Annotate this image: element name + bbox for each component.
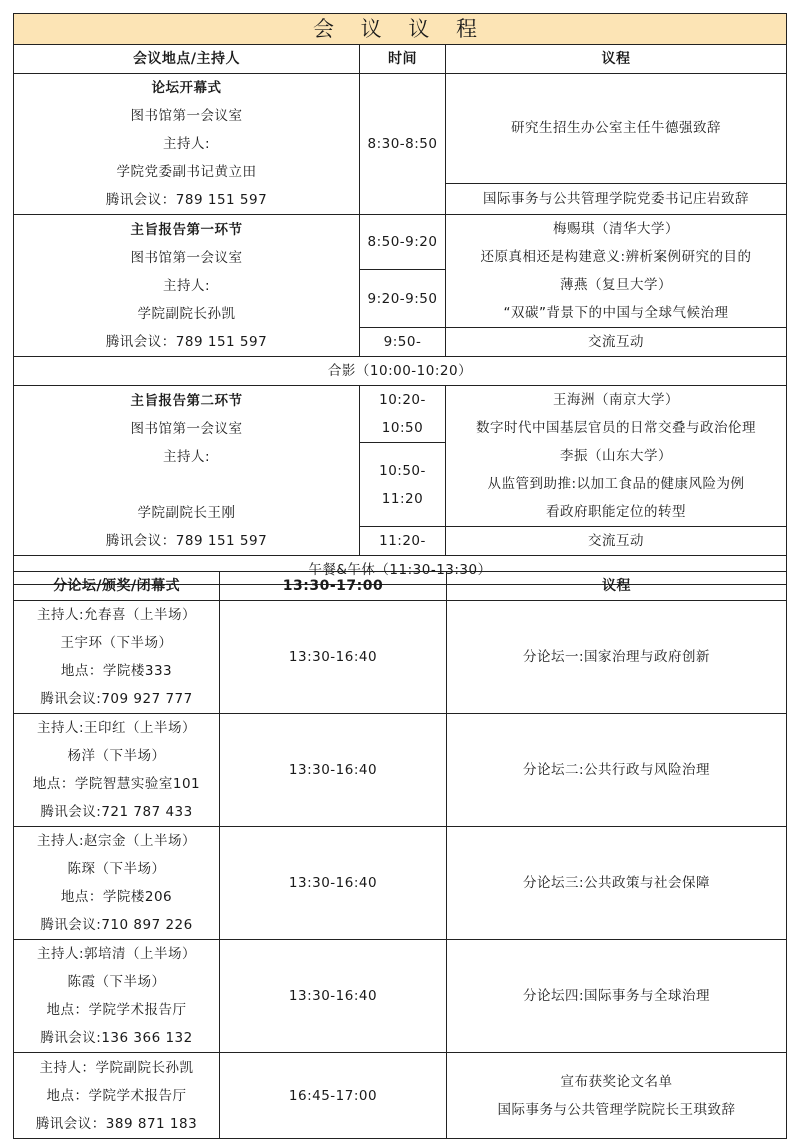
keynote1-time-2: 9:20-9:50: [360, 270, 446, 328]
keynote1-speaker-1: 梅赐琪（清华大学）: [553, 221, 679, 237]
keynote2-room: 图书馆第一会议室: [130, 420, 243, 437]
keynote2-time-2-start: 10:50-: [379, 462, 426, 479]
keynote1-room: 图书馆第一会议室: [130, 249, 243, 266]
agenda-table-morning: [13, 13, 787, 585]
opening-venue-cell: [14, 74, 360, 215]
closing-time: 16:45-17:00: [220, 1053, 447, 1139]
keynote1-topic-1: 还原真相还是构建意义:辨析案例研究的目的: [480, 249, 752, 265]
closing-tencent-meeting: 腾讯会议：389 871 183: [35, 1115, 198, 1132]
column-header-afternoon-time: 13:30-17:00: [220, 572, 447, 601]
forum-3-host-2: 陈琛（下半场）: [67, 861, 166, 877]
forum-4-tencent-meeting: 腾讯会议:136 366 132: [40, 1030, 193, 1046]
closing-agenda: [447, 1053, 787, 1139]
forum-4-location: 地点：学院学术报告厅: [46, 1002, 187, 1018]
opening-agenda-1: 研究生招生办公室主任牛德强致辞: [446, 74, 787, 184]
photo-session: [14, 357, 787, 386]
column-header-agenda: 议程: [446, 45, 787, 74]
forum-1-time: 13:30-16:40: [220, 601, 447, 714]
forum-3-tencent-meeting: 腾讯会议:710 897 226: [40, 917, 193, 933]
keynote2-time-2-end: 11:20: [381, 490, 424, 507]
keynote2-host: 学院副院长王刚: [137, 504, 236, 521]
forum-2-host: 主持人:王印红（上半场）: [36, 720, 197, 736]
opening-session-name: 论坛开幕式: [151, 80, 222, 96]
forum-2-location: 地点：学院智慧实验室101: [32, 776, 201, 792]
keynote1-topic-2: “双碳”背景下的中国与全球气候治理: [503, 305, 729, 321]
opening-tencent-meeting: 腾讯会议：789 151 597: [105, 192, 268, 208]
keynote2-topic-2b: 看政府职能定位的转型: [546, 504, 686, 520]
forum-1-tencent-meeting: 腾讯会议:709 927 777: [40, 691, 193, 707]
opening-host: 学院党委副书记黄立田: [116, 164, 257, 180]
forum-4-agenda: 分论坛四:国际事务与全球治理: [447, 940, 787, 1053]
keynote2-topic-2a: 从监管到助推:以加工食品的健康风险为例: [487, 476, 745, 492]
table-row: [14, 1053, 787, 1139]
keynote2-time-1-end: 10:50: [381, 420, 424, 436]
forum-2-tencent-meeting: 腾讯会议:721 787 433: [40, 804, 193, 820]
forum-3-host: 主持人:赵宗金（上半场）: [36, 833, 197, 849]
keynote2-spacer: [14, 471, 359, 499]
keynote2-time-1-start: 10:20-: [379, 392, 426, 408]
keynote2-topic-1: 数字时代中国基层官员的日常交叠与政治伦理: [476, 420, 756, 436]
agenda-table-afternoon: [13, 571, 787, 1139]
column-header-venue: 会议地点/主持人: [14, 45, 360, 74]
forum-4-host-2: 陈霞（下半场）: [67, 974, 166, 990]
closing-host: 主持人：学院副院长孙凯: [39, 1059, 194, 1076]
keynote2-time-3: 11:20-: [360, 527, 446, 556]
keynote2-tencent-meeting: 腾讯会议：789 151 597: [105, 532, 268, 549]
forum-3-location: 地点：学院楼206: [60, 889, 173, 905]
opening-time: 8:30-8:50: [360, 74, 446, 215]
column-header-time: 时间: [360, 45, 446, 74]
keynote1-host: 学院副院长孙凯: [137, 305, 236, 322]
closing-info: [14, 1053, 220, 1139]
keynote2-time-2: [360, 443, 446, 527]
table-row: [14, 940, 787, 1053]
keynote2-host-label: 主持人:: [162, 448, 211, 465]
keynote2-discussion: 交流互动: [446, 527, 787, 556]
keynote2-speaker-1: 王海洲（南京大学）: [553, 392, 679, 408]
forum-3-agenda: 分论坛三:公共政策与社会保障: [447, 827, 787, 940]
forum-2-agenda: 分论坛二:公共行政与风险治理: [447, 714, 787, 827]
forum-2-host-2: 杨洋（下半场）: [67, 748, 166, 764]
lunch-break-label: 午餐&午休（11:30-13:30）: [308, 562, 492, 578]
keynote1-time-3: 9:50-: [360, 328, 446, 357]
forum-2-time: 13:30-16:40: [220, 714, 447, 827]
keynote2-venue-cell: [14, 386, 360, 556]
forum-1-location: 地点：学院楼333: [60, 663, 173, 679]
table-row: [14, 601, 787, 714]
forum-1-info: [14, 601, 220, 714]
keynote1-talks-cell: [446, 215, 787, 328]
opening-host-label: 主持人:: [162, 136, 211, 152]
keynote1-speaker-2: 薄燕（复旦大学）: [560, 277, 672, 293]
closing-agenda-1: 宣布获奖论文名单: [560, 1073, 673, 1090]
keynote2-session-name: 主旨报告第二环节: [130, 392, 243, 409]
forum-3-time: 13:30-16:40: [220, 827, 447, 940]
keynote1-session-name: 主旨报告第一环节: [130, 221, 243, 238]
opening-room: 图书馆第一会议室: [130, 108, 243, 124]
keynote2-talks-cell: [446, 386, 787, 527]
forum-4-info: [14, 940, 220, 1053]
page-title: 会 议 议 程: [14, 14, 787, 45]
keynote1-tencent-meeting: 腾讯会议：789 151 597: [105, 333, 268, 350]
forum-4-host: 主持人:郭培清（上半场）: [36, 946, 197, 962]
keynote2-time-1: [360, 386, 446, 443]
table-row: [14, 827, 787, 940]
keynote1-time-1: 8:50-9:20: [360, 215, 446, 270]
column-header-forum: 分论坛/颁奖/闭幕式: [14, 572, 220, 601]
keynote1-host-label: 主持人:: [162, 277, 211, 294]
closing-location: 地点：学院学术报告厅: [46, 1087, 187, 1104]
keynote2-speaker-2: 李振（山东大学）: [560, 448, 672, 464]
forum-3-info: [14, 827, 220, 940]
table-row: [14, 714, 787, 827]
photo-session-label: 合影（10:00-10:20）: [327, 363, 473, 379]
forum-4-time: 13:30-16:40: [220, 940, 447, 1053]
forum-1-host: 主持人:允春喜（上半场）: [36, 607, 197, 623]
forum-2-info: [14, 714, 220, 827]
keynote1-venue-cell: [14, 215, 360, 357]
closing-agenda-2: 国际事务与公共管理学院院长王琪致辞: [497, 1101, 736, 1118]
keynote1-discussion: 交流互动: [446, 328, 787, 357]
column-header-afternoon-agenda: 议程: [447, 572, 787, 601]
forum-1-host-2: 王宇环（下半场）: [60, 635, 173, 651]
opening-agenda-2: 国际事务与公共管理学院党委书记庄岩致辞: [446, 183, 787, 214]
forum-1-agenda: 分论坛一:国家治理与政府创新: [447, 601, 787, 714]
